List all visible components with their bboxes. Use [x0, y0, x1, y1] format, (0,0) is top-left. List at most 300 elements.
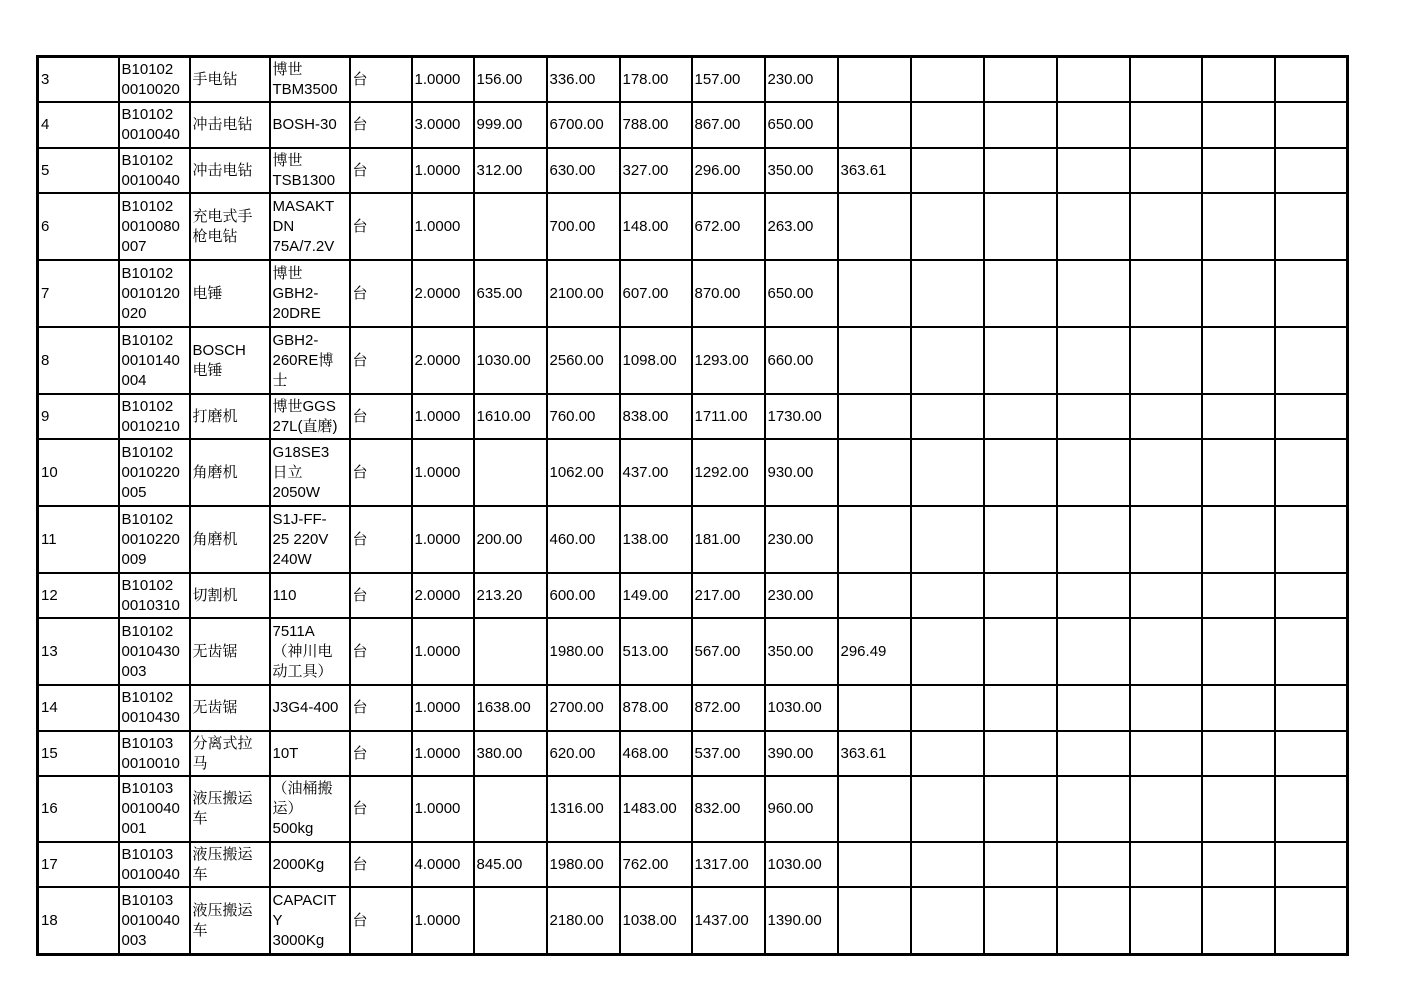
cell-price-f: 363.61 — [838, 148, 911, 193]
cell-price-d: 157.00 — [692, 57, 765, 103]
cell-extra-6 — [1275, 327, 1348, 394]
cell-item-code: B10102 0010220 009 — [119, 506, 190, 573]
table-row — [38, 439, 1348, 506]
cell-quantity: 1.0000 — [412, 685, 474, 731]
cell-price-e: 960.00 — [765, 776, 838, 842]
cell-extra-6 — [1275, 57, 1348, 103]
cell-item-name: 无齿锯 — [190, 685, 270, 731]
cell-item-code: B10102 0010310 — [119, 573, 190, 618]
cell-item-name: 冲击电钻 — [190, 102, 270, 148]
cell-spec-model: MASAKT DN 75A/7.2V — [270, 193, 350, 260]
cell-price-d: 1711.00 — [692, 394, 765, 439]
cell-extra-4 — [1130, 148, 1202, 193]
cell-spec-model: 7511A （神川电 动工具） — [270, 618, 350, 685]
cell-extra-5 — [1202, 776, 1275, 842]
cell-extra-6 — [1275, 439, 1348, 506]
cell-price-d: 1317.00 — [692, 842, 765, 887]
cell-quantity: 3.0000 — [412, 102, 474, 148]
cell-extra-4 — [1130, 573, 1202, 618]
cell-price-d: 181.00 — [692, 506, 765, 573]
cell-price-b: 1980.00 — [547, 842, 620, 887]
cell-quantity: 4.0000 — [412, 842, 474, 887]
cell-price-a: 1030.00 — [474, 327, 547, 394]
cell-quantity: 2.0000 — [412, 327, 474, 394]
cell-quantity: 1.0000 — [412, 193, 474, 260]
cell-price-c: 327.00 — [620, 148, 692, 193]
cell-spec-model: （油桶搬 运） 500kg — [270, 776, 350, 842]
cell-price-f — [838, 57, 911, 103]
cell-spec-model: BOSH-30 — [270, 102, 350, 148]
cell-unit: 台 — [350, 260, 412, 327]
cell-item-code: B10102 0010020 — [119, 57, 190, 103]
cell-extra-6 — [1275, 618, 1348, 685]
table-row — [38, 57, 1348, 103]
cell-extra-4 — [1130, 618, 1202, 685]
cell-price-d: 672.00 — [692, 193, 765, 260]
cell-row-number: 12 — [38, 573, 119, 618]
cell-extra-5 — [1202, 260, 1275, 327]
cell-extra-5 — [1202, 685, 1275, 731]
cell-item-code: B10102 0010040 — [119, 148, 190, 193]
cell-extra-1 — [911, 887, 984, 955]
cell-price-e: 230.00 — [765, 506, 838, 573]
cell-extra-4 — [1130, 102, 1202, 148]
cell-price-b: 630.00 — [547, 148, 620, 193]
cell-price-a: 156.00 — [474, 57, 547, 103]
cell-extra-2 — [984, 260, 1057, 327]
table-row — [38, 842, 1348, 887]
cell-quantity: 1.0000 — [412, 57, 474, 103]
cell-price-c: 468.00 — [620, 731, 692, 776]
cell-extra-4 — [1130, 439, 1202, 506]
cell-extra-1 — [911, 439, 984, 506]
cell-extra-1 — [911, 148, 984, 193]
cell-item-name: 角磨机 — [190, 439, 270, 506]
cell-extra-6 — [1275, 573, 1348, 618]
cell-extra-1 — [911, 573, 984, 618]
cell-item-code: B10103 0010040 — [119, 842, 190, 887]
cell-price-f — [838, 260, 911, 327]
cell-price-d: 832.00 — [692, 776, 765, 842]
cell-unit: 台 — [350, 573, 412, 618]
cell-price-c: 148.00 — [620, 193, 692, 260]
cell-quantity: 1.0000 — [412, 394, 474, 439]
cell-price-a: 312.00 — [474, 148, 547, 193]
cell-extra-1 — [911, 102, 984, 148]
cell-price-b: 2180.00 — [547, 887, 620, 955]
cell-price-f — [838, 193, 911, 260]
cell-unit: 台 — [350, 842, 412, 887]
cell-unit: 台 — [350, 685, 412, 731]
cell-extra-2 — [984, 506, 1057, 573]
cell-spec-model: 2000Kg — [270, 842, 350, 887]
cell-row-number: 16 — [38, 776, 119, 842]
cell-price-e: 390.00 — [765, 731, 838, 776]
table-row — [38, 193, 1348, 260]
cell-price-f — [838, 506, 911, 573]
cell-price-f — [838, 573, 911, 618]
cell-extra-2 — [984, 776, 1057, 842]
cell-price-a: 635.00 — [474, 260, 547, 327]
cell-price-e: 650.00 — [765, 260, 838, 327]
cell-price-c: 138.00 — [620, 506, 692, 573]
cell-extra-1 — [911, 57, 984, 103]
table-row — [38, 685, 1348, 731]
cell-spec-model: 博世 TBM3500 — [270, 57, 350, 103]
cell-row-number: 18 — [38, 887, 119, 955]
table-row — [38, 776, 1348, 842]
cell-extra-5 — [1202, 57, 1275, 103]
cell-price-b: 460.00 — [547, 506, 620, 573]
cell-item-code: B10103 0010040 003 — [119, 887, 190, 955]
cell-price-b: 2560.00 — [547, 327, 620, 394]
cell-extra-4 — [1130, 394, 1202, 439]
cell-item-code: B10102 0010220 005 — [119, 439, 190, 506]
cell-extra-3 — [1057, 842, 1130, 887]
cell-price-c: 788.00 — [620, 102, 692, 148]
cell-price-b: 6700.00 — [547, 102, 620, 148]
cell-extra-2 — [984, 57, 1057, 103]
cell-extra-4 — [1130, 842, 1202, 887]
cell-extra-3 — [1057, 102, 1130, 148]
cell-price-b: 2700.00 — [547, 685, 620, 731]
cell-extra-5 — [1202, 102, 1275, 148]
cell-price-b: 600.00 — [547, 573, 620, 618]
cell-row-number: 11 — [38, 506, 119, 573]
cell-row-number: 5 — [38, 148, 119, 193]
cell-price-d: 1293.00 — [692, 327, 765, 394]
cell-spec-model: GBH2- 260RE博 士 — [270, 327, 350, 394]
cell-extra-3 — [1057, 887, 1130, 955]
cell-item-name: 电锤 — [190, 260, 270, 327]
cell-extra-3 — [1057, 439, 1130, 506]
cell-extra-5 — [1202, 193, 1275, 260]
cell-extra-1 — [911, 506, 984, 573]
cell-spec-model: 10T — [270, 731, 350, 776]
cell-extra-4 — [1130, 776, 1202, 842]
cell-extra-3 — [1057, 506, 1130, 573]
cell-extra-5 — [1202, 394, 1275, 439]
cell-spec-model: 博世 TSB1300 — [270, 148, 350, 193]
table-row — [38, 506, 1348, 573]
cell-price-c: 607.00 — [620, 260, 692, 327]
cell-extra-3 — [1057, 394, 1130, 439]
cell-spec-model: S1J-FF- 25 220V 240W — [270, 506, 350, 573]
cell-extra-5 — [1202, 506, 1275, 573]
table-row — [38, 148, 1348, 193]
cell-price-b: 760.00 — [547, 394, 620, 439]
cell-price-a: 1638.00 — [474, 685, 547, 731]
cell-extra-6 — [1275, 394, 1348, 439]
cell-row-number: 13 — [38, 618, 119, 685]
cell-extra-4 — [1130, 57, 1202, 103]
cell-spec-model: 110 — [270, 573, 350, 618]
cell-extra-3 — [1057, 327, 1130, 394]
cell-unit: 台 — [350, 776, 412, 842]
cell-row-number: 14 — [38, 685, 119, 731]
cell-item-code: B10102 0010040 — [119, 102, 190, 148]
cell-price-e: 650.00 — [765, 102, 838, 148]
cell-extra-2 — [984, 148, 1057, 193]
cell-extra-1 — [911, 618, 984, 685]
cell-item-name: 打磨机 — [190, 394, 270, 439]
cell-price-f — [838, 439, 911, 506]
cell-extra-5 — [1202, 148, 1275, 193]
cell-extra-4 — [1130, 260, 1202, 327]
table-row — [38, 573, 1348, 618]
cell-extra-3 — [1057, 573, 1130, 618]
cell-price-a: 380.00 — [474, 731, 547, 776]
table-row — [38, 731, 1348, 776]
cell-quantity: 1.0000 — [412, 618, 474, 685]
table-row — [38, 327, 1348, 394]
cell-extra-3 — [1057, 57, 1130, 103]
cell-extra-1 — [911, 731, 984, 776]
cell-price-b: 1980.00 — [547, 618, 620, 685]
cell-extra-1 — [911, 260, 984, 327]
cell-price-f: 296.49 — [838, 618, 911, 685]
cell-price-b: 2100.00 — [547, 260, 620, 327]
cell-price-e: 230.00 — [765, 573, 838, 618]
cell-spec-model: J3G4-400 — [270, 685, 350, 731]
cell-extra-1 — [911, 685, 984, 731]
cell-price-a: 213.20 — [474, 573, 547, 618]
cell-extra-3 — [1057, 260, 1130, 327]
cell-price-b: 1316.00 — [547, 776, 620, 842]
cell-extra-6 — [1275, 685, 1348, 731]
price-table — [36, 55, 1349, 956]
cell-extra-6 — [1275, 887, 1348, 955]
cell-price-b: 1062.00 — [547, 439, 620, 506]
cell-extra-2 — [984, 618, 1057, 685]
cell-price-e: 263.00 — [765, 193, 838, 260]
cell-price-e: 660.00 — [765, 327, 838, 394]
cell-extra-6 — [1275, 148, 1348, 193]
cell-unit: 台 — [350, 394, 412, 439]
cell-quantity: 1.0000 — [412, 439, 474, 506]
cell-item-name: 切割机 — [190, 573, 270, 618]
cell-extra-4 — [1130, 731, 1202, 776]
cell-price-e: 1030.00 — [765, 842, 838, 887]
cell-price-c: 838.00 — [620, 394, 692, 439]
cell-price-c: 762.00 — [620, 842, 692, 887]
cell-item-code: B10102 0010210 — [119, 394, 190, 439]
cell-extra-4 — [1130, 506, 1202, 573]
cell-price-d: 567.00 — [692, 618, 765, 685]
cell-price-e: 350.00 — [765, 148, 838, 193]
cell-price-a: 1610.00 — [474, 394, 547, 439]
cell-price-c: 1038.00 — [620, 887, 692, 955]
cell-extra-6 — [1275, 193, 1348, 260]
cell-price-d: 867.00 — [692, 102, 765, 148]
cell-spec-model: 博世GGS 27L(直磨) — [270, 394, 350, 439]
cell-item-code: B10102 0010080 007 — [119, 193, 190, 260]
cell-row-number: 6 — [38, 193, 119, 260]
cell-price-d: 217.00 — [692, 573, 765, 618]
cell-item-name: 液压搬运 车 — [190, 776, 270, 842]
cell-item-code: B10102 0010430 — [119, 685, 190, 731]
cell-quantity: 2.0000 — [412, 260, 474, 327]
cell-row-number: 3 — [38, 57, 119, 103]
cell-unit: 台 — [350, 618, 412, 685]
cell-extra-3 — [1057, 776, 1130, 842]
cell-price-d: 870.00 — [692, 260, 765, 327]
cell-price-f: 363.61 — [838, 731, 911, 776]
cell-item-code: B10102 0010430 003 — [119, 618, 190, 685]
cell-extra-1 — [911, 842, 984, 887]
cell-price-d: 1437.00 — [692, 887, 765, 955]
cell-item-name: 液压搬运 车 — [190, 887, 270, 955]
cell-price-d: 1292.00 — [692, 439, 765, 506]
cell-spec-model: G18SE3 日立 2050W — [270, 439, 350, 506]
cell-extra-6 — [1275, 731, 1348, 776]
cell-price-a — [474, 887, 547, 955]
table-row — [38, 618, 1348, 685]
cell-item-name: 冲击电钻 — [190, 148, 270, 193]
cell-extra-6 — [1275, 776, 1348, 842]
cell-unit: 台 — [350, 439, 412, 506]
cell-item-code: B10102 0010140 004 — [119, 327, 190, 394]
cell-price-d: 872.00 — [692, 685, 765, 731]
cell-extra-6 — [1275, 842, 1348, 887]
cell-extra-2 — [984, 394, 1057, 439]
cell-extra-2 — [984, 887, 1057, 955]
cell-extra-2 — [984, 102, 1057, 148]
cell-item-name: 无齿锯 — [190, 618, 270, 685]
cell-item-name: 液压搬运 车 — [190, 842, 270, 887]
table-row — [38, 260, 1348, 327]
cell-row-number: 15 — [38, 731, 119, 776]
cell-extra-3 — [1057, 618, 1130, 685]
cell-row-number: 17 — [38, 842, 119, 887]
table-row — [38, 394, 1348, 439]
cell-price-c: 878.00 — [620, 685, 692, 731]
cell-extra-2 — [984, 439, 1057, 506]
cell-extra-2 — [984, 193, 1057, 260]
cell-quantity: 1.0000 — [412, 776, 474, 842]
cell-spec-model: CAPACIT Y 3000Kg — [270, 887, 350, 955]
cell-extra-2 — [984, 327, 1057, 394]
cell-price-b: 700.00 — [547, 193, 620, 260]
cell-unit: 台 — [350, 327, 412, 394]
cell-price-c: 1098.00 — [620, 327, 692, 394]
cell-item-code: B10102 0010120 020 — [119, 260, 190, 327]
cell-price-b: 336.00 — [547, 57, 620, 103]
cell-price-a — [474, 193, 547, 260]
cell-spec-model: 博世 GBH2- 20DRE — [270, 260, 350, 327]
cell-extra-3 — [1057, 193, 1130, 260]
cell-price-a: 200.00 — [474, 506, 547, 573]
cell-price-f — [838, 327, 911, 394]
cell-item-name: 充电式手 枪电钻 — [190, 193, 270, 260]
cell-unit: 台 — [350, 887, 412, 955]
cell-price-d: 296.00 — [692, 148, 765, 193]
cell-extra-5 — [1202, 887, 1275, 955]
cell-row-number: 9 — [38, 394, 119, 439]
cell-extra-5 — [1202, 327, 1275, 394]
cell-extra-4 — [1130, 887, 1202, 955]
cell-extra-5 — [1202, 618, 1275, 685]
cell-extra-1 — [911, 776, 984, 842]
cell-price-d: 537.00 — [692, 731, 765, 776]
cell-row-number: 8 — [38, 327, 119, 394]
cell-price-f — [838, 842, 911, 887]
cell-price-a — [474, 618, 547, 685]
cell-price-e: 930.00 — [765, 439, 838, 506]
cell-extra-5 — [1202, 439, 1275, 506]
cell-extra-6 — [1275, 260, 1348, 327]
cell-item-name: 分离式拉 马 — [190, 731, 270, 776]
cell-extra-5 — [1202, 731, 1275, 776]
cell-price-c: 149.00 — [620, 573, 692, 618]
table-row — [38, 887, 1348, 955]
cell-price-a — [474, 439, 547, 506]
cell-quantity: 1.0000 — [412, 506, 474, 573]
cell-extra-3 — [1057, 685, 1130, 731]
cell-price-a: 999.00 — [474, 102, 547, 148]
cell-unit: 台 — [350, 731, 412, 776]
cell-extra-1 — [911, 193, 984, 260]
cell-price-c: 437.00 — [620, 439, 692, 506]
cell-extra-5 — [1202, 842, 1275, 887]
cell-unit: 台 — [350, 102, 412, 148]
cell-extra-1 — [911, 327, 984, 394]
cell-extra-5 — [1202, 573, 1275, 618]
cell-extra-2 — [984, 731, 1057, 776]
cell-price-f — [838, 685, 911, 731]
cell-price-f — [838, 394, 911, 439]
cell-item-name: 角磨机 — [190, 506, 270, 573]
cell-extra-4 — [1130, 327, 1202, 394]
cell-price-f — [838, 887, 911, 955]
cell-extra-2 — [984, 573, 1057, 618]
cell-quantity: 1.0000 — [412, 731, 474, 776]
cell-item-code: B10103 0010040 001 — [119, 776, 190, 842]
cell-extra-4 — [1130, 193, 1202, 260]
cell-price-e: 350.00 — [765, 618, 838, 685]
cell-price-c: 178.00 — [620, 57, 692, 103]
cell-extra-6 — [1275, 102, 1348, 148]
cell-extra-6 — [1275, 506, 1348, 573]
cell-unit: 台 — [350, 57, 412, 103]
cell-quantity: 1.0000 — [412, 148, 474, 193]
cell-unit: 台 — [350, 506, 412, 573]
cell-price-a — [474, 776, 547, 842]
cell-item-name: 手电钻 — [190, 57, 270, 103]
cell-extra-3 — [1057, 731, 1130, 776]
cell-quantity: 1.0000 — [412, 887, 474, 955]
cell-item-code: B10103 0010010 — [119, 731, 190, 776]
cell-unit: 台 — [350, 148, 412, 193]
cell-row-number: 4 — [38, 102, 119, 148]
cell-row-number: 10 — [38, 439, 119, 506]
price-table-body — [38, 57, 1348, 955]
cell-extra-2 — [984, 842, 1057, 887]
cell-price-c: 513.00 — [620, 618, 692, 685]
cell-extra-4 — [1130, 685, 1202, 731]
cell-unit: 台 — [350, 193, 412, 260]
cell-price-a: 845.00 — [474, 842, 547, 887]
cell-price-c: 1483.00 — [620, 776, 692, 842]
cell-extra-3 — [1057, 148, 1130, 193]
cell-price-e: 230.00 — [765, 57, 838, 103]
cell-extra-1 — [911, 394, 984, 439]
cell-price-e: 1390.00 — [765, 887, 838, 955]
cell-item-name: BOSCH 电锤 — [190, 327, 270, 394]
cell-row-number: 7 — [38, 260, 119, 327]
cell-price-e: 1030.00 — [765, 685, 838, 731]
cell-extra-2 — [984, 685, 1057, 731]
